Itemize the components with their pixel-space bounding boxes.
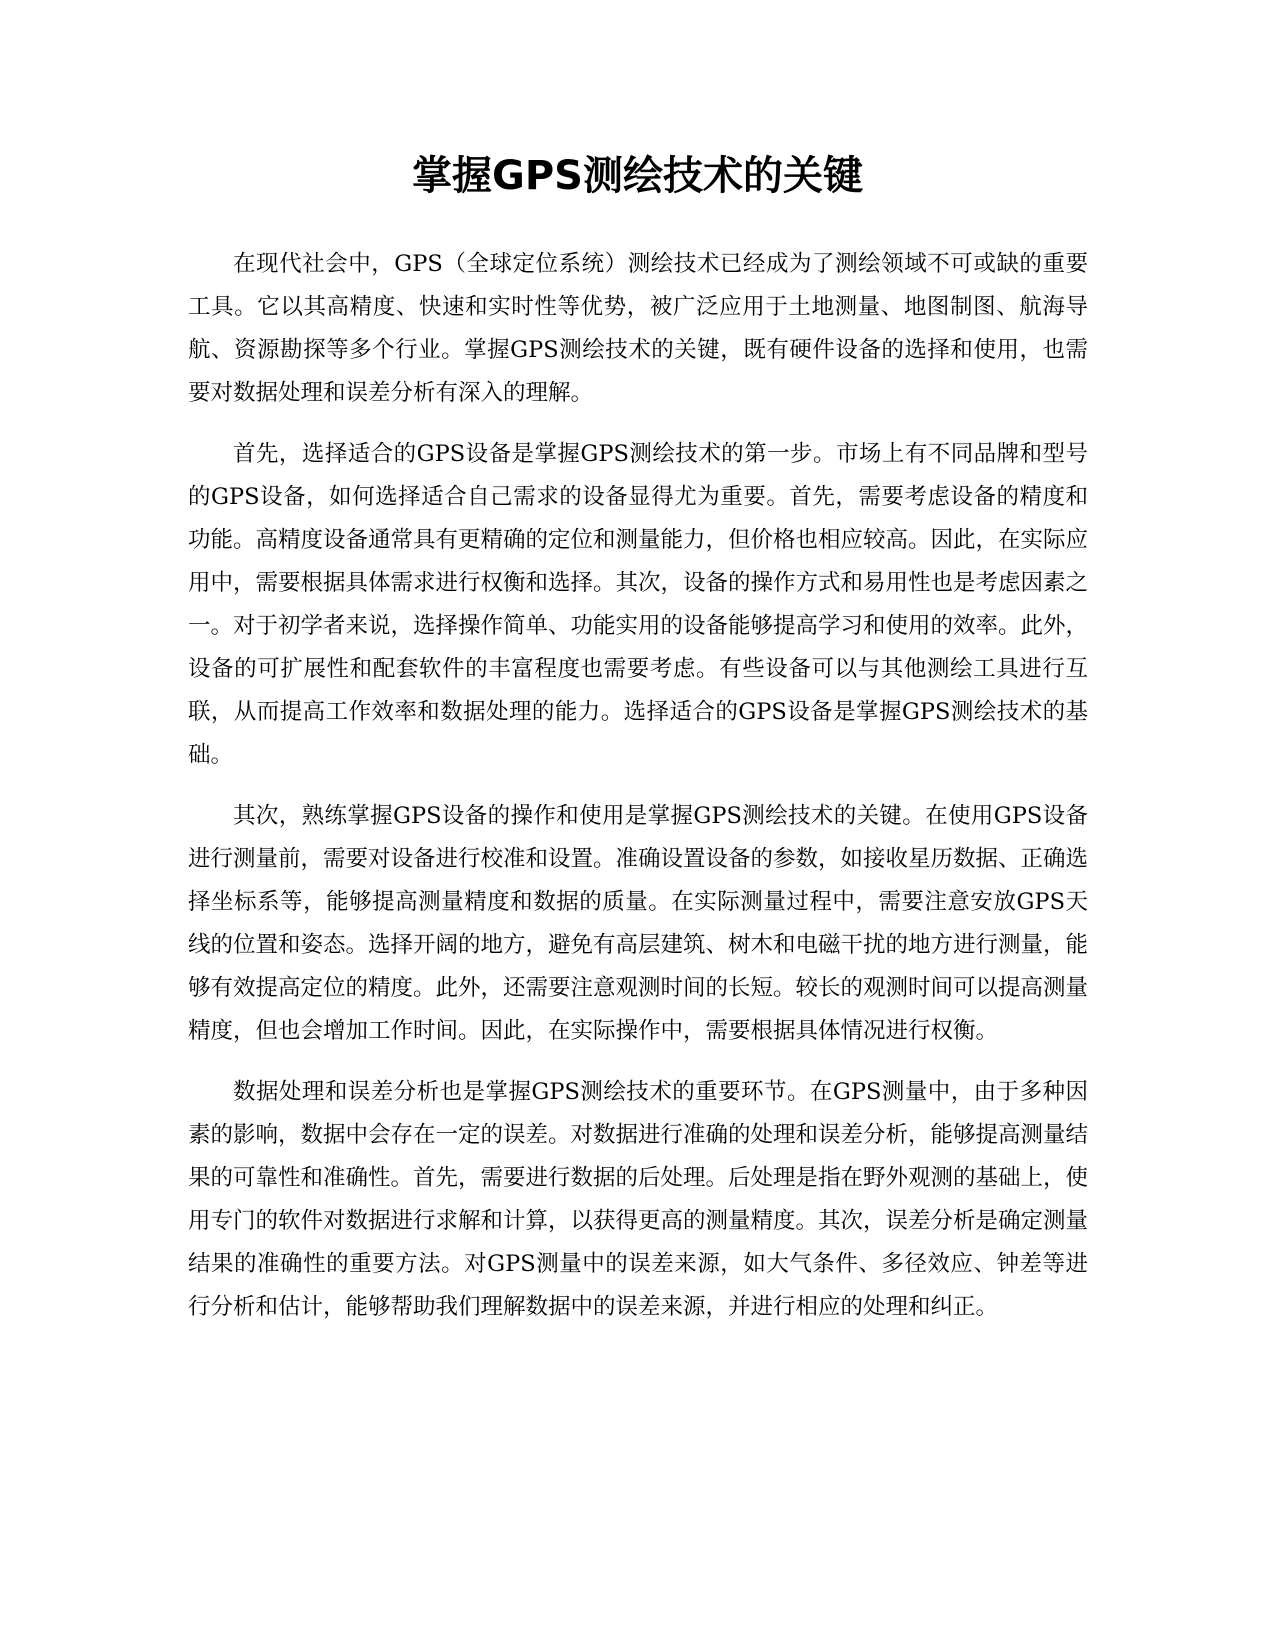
paragraph-device-operation: 其次，熟练掌握GPS设备的操作和使用是掌握GPS测绘技术的关键。在使用GPS设备进行测量前，需要对设备进行校准和设置。准确设置设备的参数，如接收星历数据、正确选择坐标系等，能够提高测量精度和数据的质量。在实际测量过程中，需要注意安放GPS天线的位置和姿态。选择开阔的地方，避免有高层建筑、树木和电磁干扰的地方进行测量，能够有效提高定位的精度。此外，还需要注意观测时间的长短。较长的观测时间可以提高测量精度，但也会增加工作时间。因此，在实际操作中，需要根据具体情况进行权衡。 bbox=[188, 803, 1089, 1044]
document-body bbox=[188, 243, 1088, 1347]
paragraph-device-selection: 首先，选择适合的GPS设备是掌握GPS测绘技术的第一步。市场上有不同品牌和型号的GPS设备，如何选择适合自己需求的设备显得尤为重要。首先，需要考虑设备的精度和功能。高精度设备通常具有更精确的定位和测量能力，但价格也相应较高。因此，在实际应用中，需要根据具体需求进行权衡和选择。其次，设备的操作方式和易用性也是考虑因素之一。对于初学者来说，选择操作简单、功能实用的设备能够提高学习和使用的效率。此外，设备的可扩展性和配套软件的丰富程度也需要考虑。有些设备可以与其他测绘工具进行互联，从而提高工作效率和数据处理的能力。选择适合的GPS设备是掌握GPS测绘技术的基础。 bbox=[188, 441, 1089, 768]
paragraph-data-processing: 数据处理和误差分析也是掌握GPS测绘技术的重要环节。在GPS测量中，由于多种因素的影响，数据中会存在一定的误差。对数据进行准确的处理和误差分析，能够提高测量结果的可靠性和准确性。首先，需要进行数据的后处理。后处理是指在野外观测的基础上，使用专门的软件对数据进行求解和计算，以获得更高的测量精度。其次，误差分析是确定测量结果的准确性的重要方法。对GPS测量中的误差来源，如大气条件、多径效应、钟差等进行分析和估计，能够帮助我们理解数据中的误差来源，并进行相应的处理和纠正。 bbox=[188, 1079, 1089, 1320]
document-title: 掌握GPS测绘技术的关键 bbox=[412, 153, 863, 199]
paragraph-intro: 在现代社会中，GPS（全球定位系统）测绘技术已经成为了测绘领域不可或缺的重要工具。它以其高精度、快速和实时性等优势，被广泛应用于土地测量、地图制图、航海导航、资源勘探等多个行业。掌握GPS测绘技术的关键，既有硬件设备的选择和使用，也需要对数据处理和误差分析有深入的理解。 bbox=[188, 251, 1088, 406]
